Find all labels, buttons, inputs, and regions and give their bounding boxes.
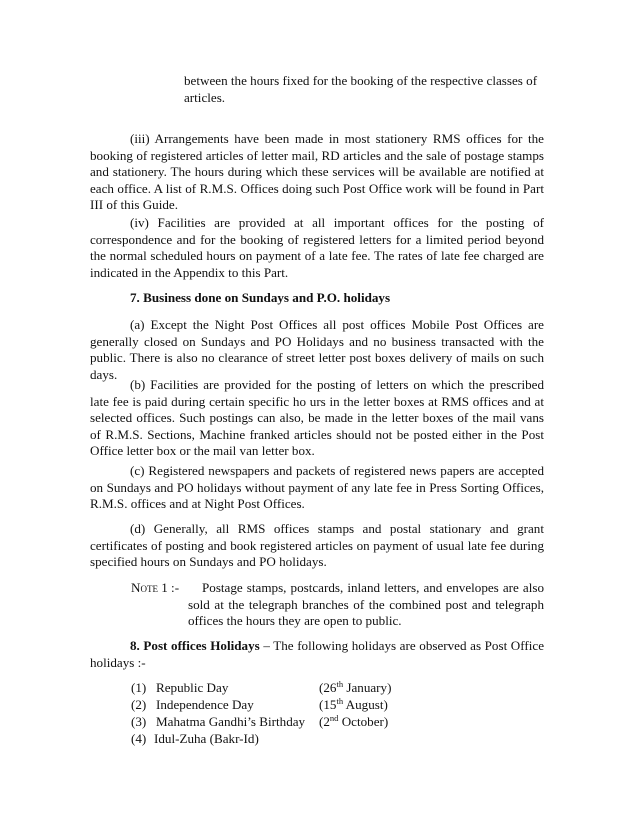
holiday-date-month: October) bbox=[338, 714, 389, 729]
holiday-date-suffix: th bbox=[336, 696, 344, 706]
holiday-row bbox=[131, 697, 544, 714]
holiday-name: Mahatma Gandhi’s Birthday bbox=[156, 714, 306, 729]
paragraph-7a: (a) Except the Night Post Offices all post offices Mobile Post Offices are generally closed on Sundays and PO Holidays and no business transacted with the public. There is also no clearance of street letter post boxes delivery of mails on such days. bbox=[90, 317, 544, 382]
paragraph-iv: (iv) Facilities are provided at all important offices for the posting of correspondence and for the booking of registered letters for a limited period beyond the normal scheduled hours on payment of a late fee. The rates of late fee charged are indicated in the Appendix to this Part. bbox=[90, 215, 544, 280]
paragraph-7b: (b) Facilities are provided for the posting of letters on which the prescribed late fee is paid during certain specific ho urs in the letter boxes at RMS offices and at selected offices. Such postings can also, be made in the letter boxes of the mail vans of R.M.S. Sections, Machine franked articles should not be posted either in the Post Office letter box or the mail van letter box. bbox=[90, 377, 544, 459]
note-text: Postage stamps, postcards, inland letters, and envelopes are also sold at the telegraph branches of the combined post and telegraph offices the hours they are open to public. bbox=[188, 580, 544, 629]
holiday-number: (2) bbox=[131, 697, 147, 712]
note-label: Note 1 bbox=[131, 580, 168, 595]
section-8-text: – The following holidays are observed as Post Office holidays :- bbox=[90, 638, 545, 670]
paragraph-iii: (iii) Arrangements have been made in most stationery RMS offices for the booking of registered articles of letter mail, RD articles and the sale of postage stamps and stationery. The hours during which these services will be available are notified at each office. A list of R.M.S. Offices doing such Post Office work will be found in Part III of this Guide. bbox=[90, 131, 544, 213]
section-8-heading: 8. Post offices Holidays bbox=[130, 638, 260, 653]
holiday-name: Independence Day bbox=[156, 697, 254, 712]
note-label-wrap bbox=[131, 580, 182, 597]
holiday-name: Republic Day bbox=[156, 680, 229, 695]
holiday-date bbox=[319, 680, 391, 697]
holiday-number: (3) bbox=[131, 714, 147, 729]
continuation-line-2: articles. bbox=[184, 90, 226, 105]
holiday-date-day: (2 bbox=[319, 714, 330, 729]
paragraph-7c: (c) Registered newspapers and packets of registered news papers are accepted on Sundays and PO holidays without payment of any late fee in Press Sorting Offices, R.M.S. offices and at Night Post Offices. bbox=[90, 463, 544, 512]
section-7-heading: 7. Business done on Sundays and P.O. holidays bbox=[130, 290, 391, 305]
paragraph-7d: (d) Generally, all RMS offices stamps and postal stationary and grant certificates of posting and book registered articles on payment of usual late fee during specified hours on Sundays and PO holidays. bbox=[90, 521, 544, 570]
holiday-date-day: (15 bbox=[319, 697, 337, 712]
holiday-date bbox=[319, 697, 388, 714]
note-separator: :- bbox=[167, 580, 183, 595]
holiday-date bbox=[319, 714, 388, 731]
section-8-paragraph bbox=[90, 638, 544, 671]
holiday-row bbox=[131, 714, 544, 731]
continuation-line-1: between the hours fixed for the booking of the respective classes of bbox=[184, 73, 538, 88]
holiday-row bbox=[131, 731, 544, 748]
holiday-date-day: (26 bbox=[319, 680, 337, 695]
holiday-number: (4) bbox=[131, 731, 147, 746]
holiday-name: Idul-Zuha (Bakr-Id) bbox=[154, 731, 259, 746]
holiday-row bbox=[131, 680, 544, 697]
holiday-date-suffix: th bbox=[336, 679, 344, 689]
holiday-number: (1) bbox=[131, 680, 147, 695]
holiday-date-month: January) bbox=[343, 680, 392, 695]
holiday-date-suffix: nd bbox=[329, 713, 339, 723]
holiday-date-month: August) bbox=[343, 697, 388, 712]
